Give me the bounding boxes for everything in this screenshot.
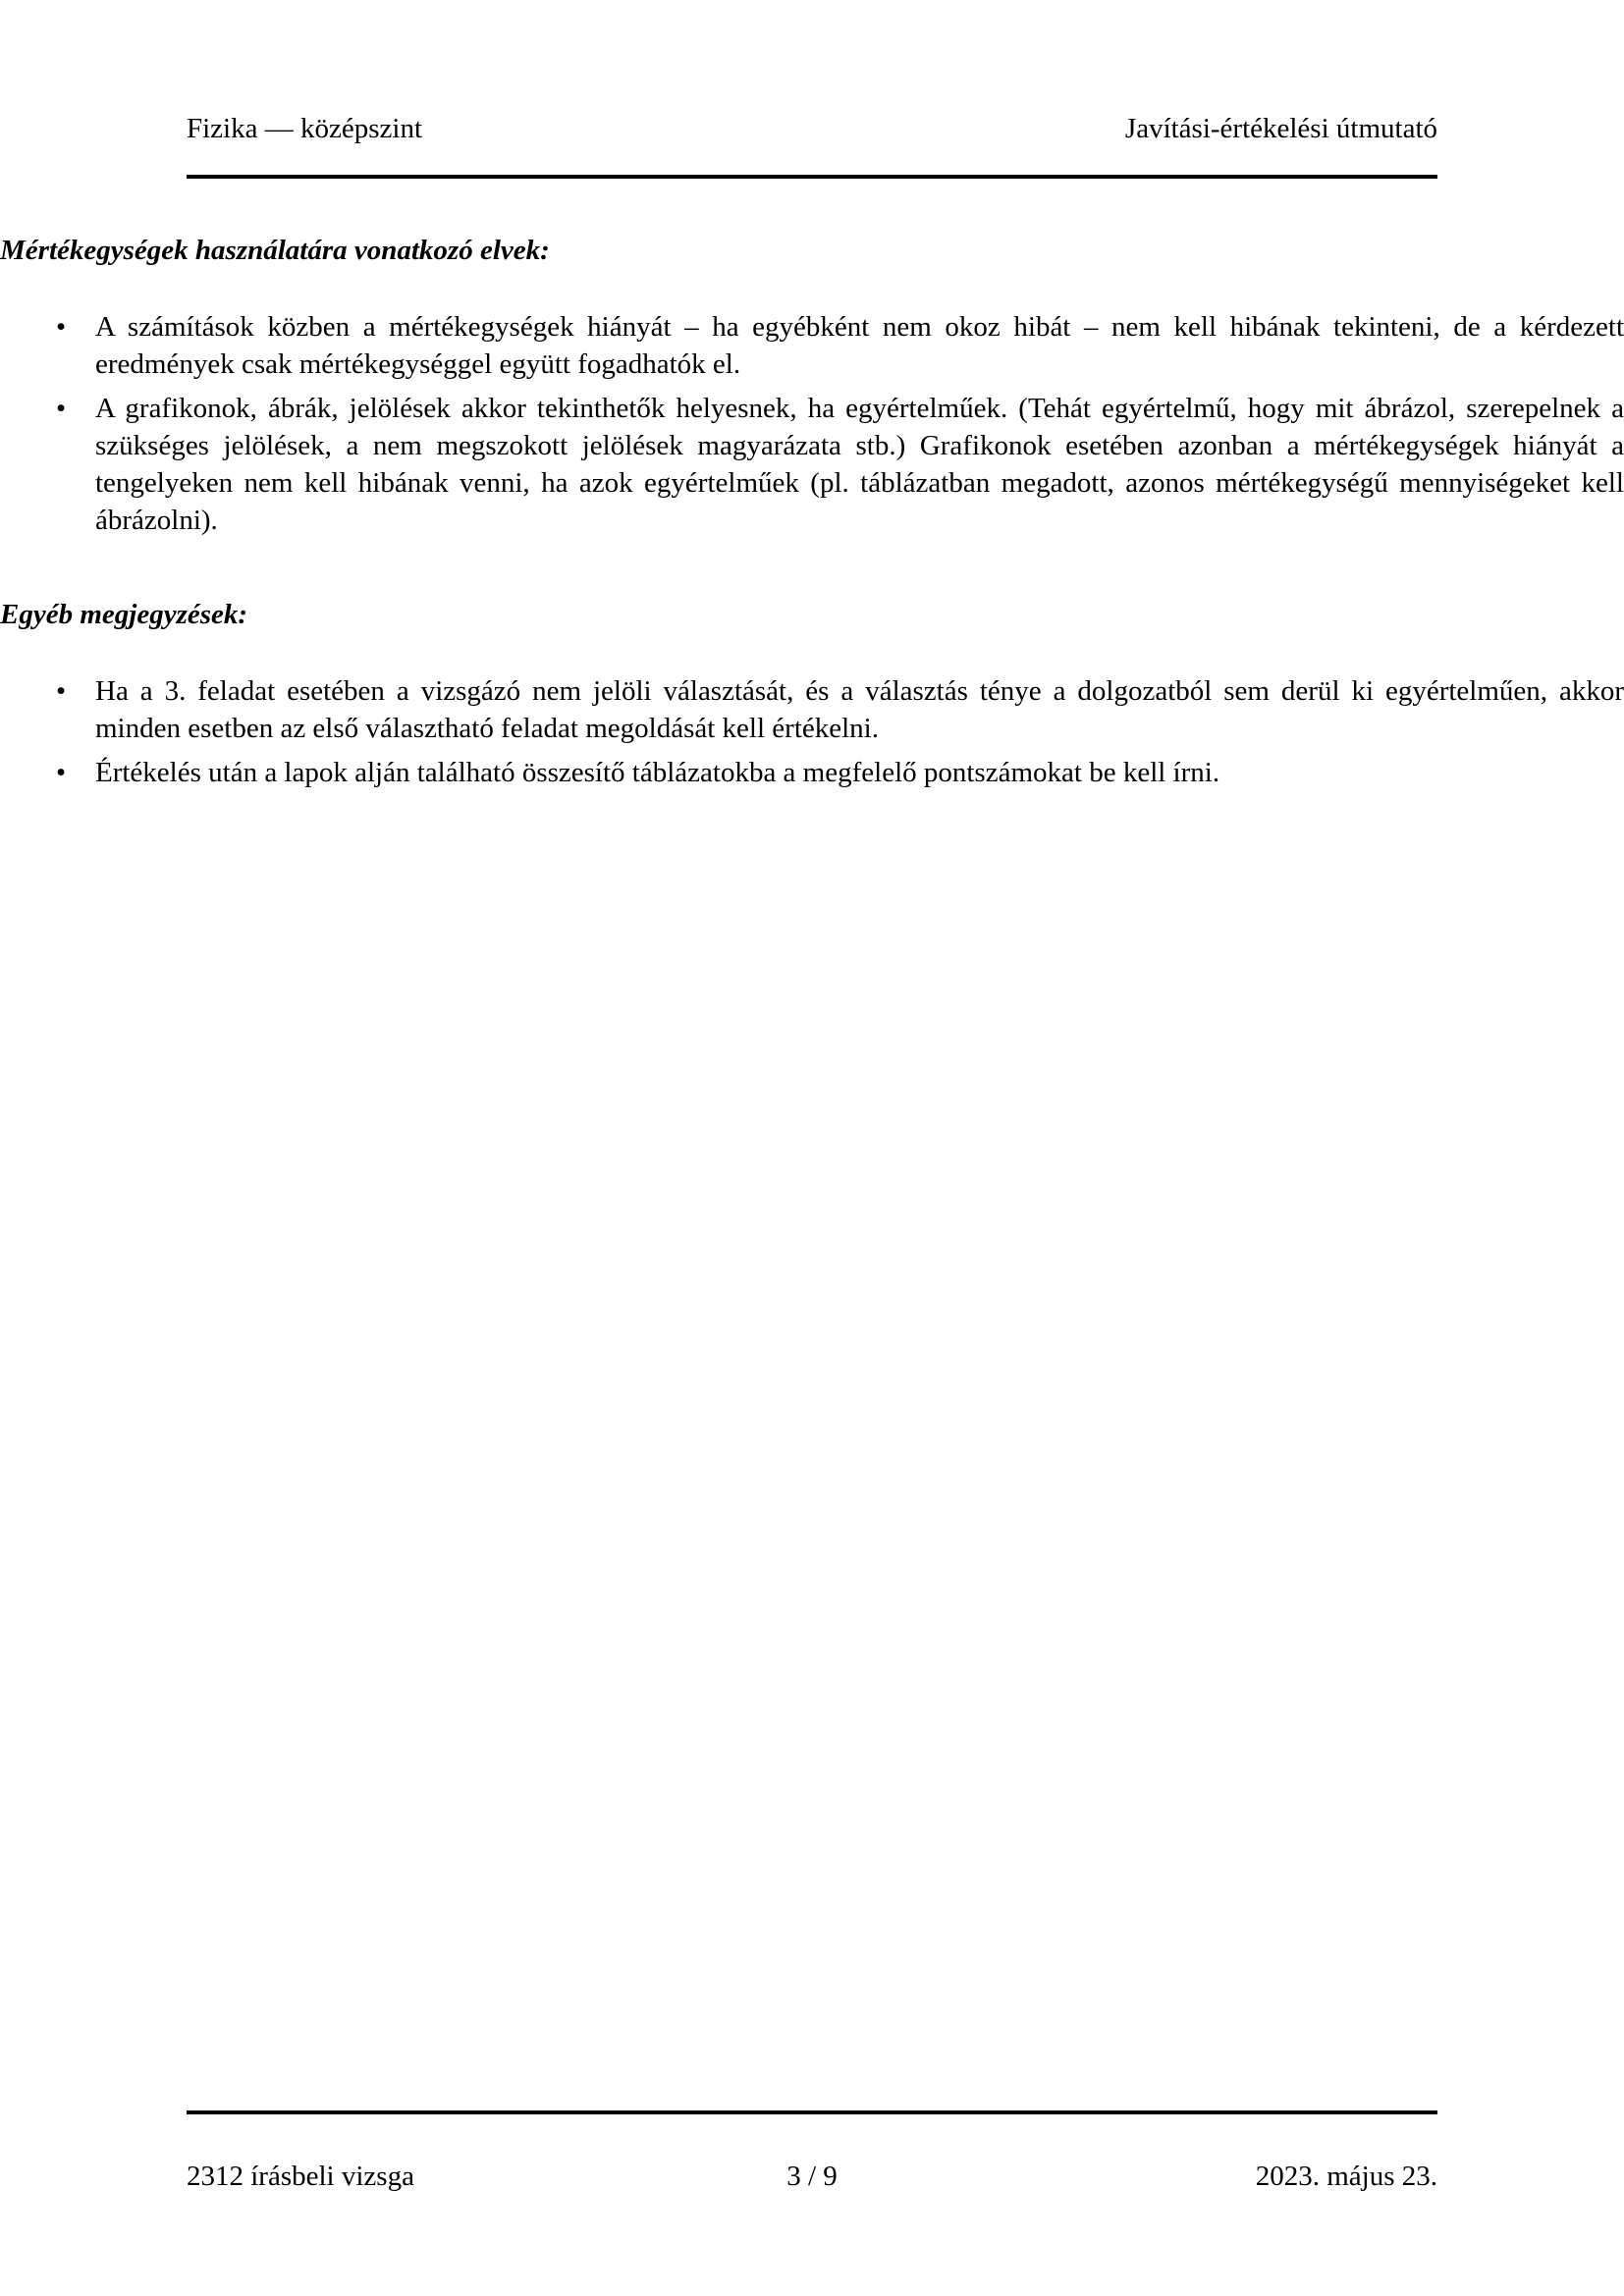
bullet-icon: • xyxy=(56,757,67,788)
list-item-text: A grafikonok, ábrák, jelölések akkor tekinthetők helyesnek, ha egyértelműek. (Tehát egyértelmű, hogy mit ábrázol, szerepelnek a szükséges jelölések, a nem megszokott jelölések magyarázata stb.) Grafikonok esetében azonban a mértékegységek hiányát a tengelyeken nem kell hibának venni, ha azok egyértelműek (pl. táblázatban megadott, azonos mértékegységű mennyiségeket kell ábrázolni). xyxy=(95,393,1624,536)
list-item xyxy=(0,672,1624,747)
header-rule xyxy=(187,175,1437,179)
header-subject: Fizika — középszint xyxy=(187,113,423,144)
list-item-text: Értékelés után a lapok alján található összesítő táblázatokba a megfelelő pontszámokat be kell írni. xyxy=(95,757,1220,788)
section-heading-units: Mértékegységek használatára vonatkozó elvek: xyxy=(0,235,550,266)
bullet-icon: • xyxy=(56,675,67,707)
page-number: 3 / 9 xyxy=(786,2161,838,2192)
bullet-list-other-notes xyxy=(0,672,1624,791)
list-item xyxy=(0,308,1624,383)
section-heading-other-notes: Egyéb megjegyzések: xyxy=(0,599,248,630)
footer-exam-code: 2312 írásbeli vizsga xyxy=(187,2161,414,2192)
footer-rule xyxy=(187,2110,1437,2114)
bullet-icon: • xyxy=(56,393,67,424)
bullet-list-units xyxy=(0,308,1624,539)
page-footer xyxy=(187,2110,1437,2195)
list-item-text: A számítások közben a mértékegységek hiányát – ha egyébként nem okoz hibát – nem kell hibának tekinteni, de a kérdezett eredmények csak mértékegységgel együtt fogadhatók el. xyxy=(95,311,1624,380)
page-header xyxy=(187,0,1437,147)
bullet-icon: • xyxy=(56,311,67,343)
list-item xyxy=(0,754,1624,791)
footer-date: 2023. május 23. xyxy=(1255,2161,1438,2192)
list-item xyxy=(0,390,1624,539)
list-item-text: Ha a 3. feladat esetében a vizsgázó nem jelöli választását, és a választás ténye a dolgozatból sem derül ki egyértelműen, akkor minden esetben az első választható feladat megoldását kell értékelni. xyxy=(95,675,1624,744)
header-doc-title: Javítási-értékelési útmutató xyxy=(1124,113,1437,144)
